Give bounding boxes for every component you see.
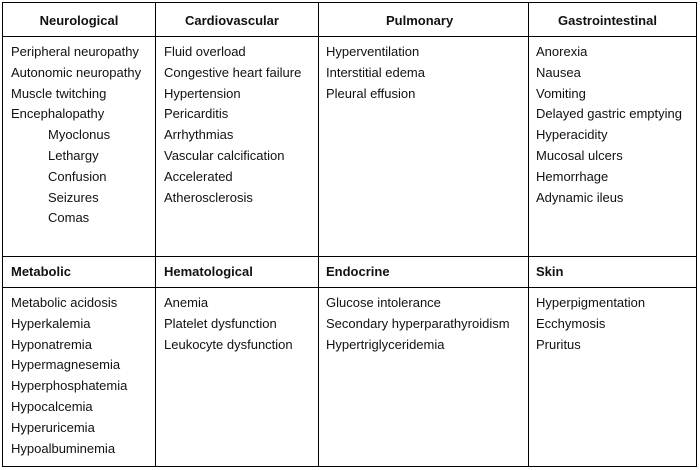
list-cardiovascular [164, 42, 301, 208]
list-item: Glucose intolerance [326, 295, 441, 310]
list-item: Leukocyte dysfunction [164, 336, 293, 352]
list-item: Fluid overload [164, 44, 246, 59]
list-item: Pleural effusion [326, 85, 416, 101]
list-sub-item: Comas [48, 210, 90, 226]
header-skin: Skin [536, 264, 564, 279]
list-item: Pruritus [536, 336, 581, 352]
list-item: Secondary hyperparathyroidism [326, 315, 510, 331]
list-item: Hypertension [164, 85, 241, 101]
list-item: Hyperpigmentation [536, 295, 646, 310]
list-item: Interstitial edema [326, 64, 425, 80]
header-hematological: Hematological [164, 264, 253, 279]
list-item: Vomiting [536, 85, 586, 101]
header-pulmonary: Pulmonary [386, 13, 454, 28]
list-hematological [164, 293, 293, 355]
list-metabolic [11, 293, 127, 459]
header-gastrointestinal: Gastrointestinal [558, 13, 657, 28]
list-item: Hyperphosphatemia [11, 378, 128, 394]
list-sub-item: Myoclonus [48, 127, 111, 143]
list-item: Hypertriglyceridemia [326, 336, 445, 352]
list-item: Accelerated [164, 168, 233, 184]
list-item: Hemorrhage [536, 168, 609, 184]
list-item: Hyperacidity [536, 127, 608, 143]
list-item: Hyperuricemia [11, 419, 95, 435]
header-neurological: Neurological [39, 13, 119, 28]
list-item: Nausea [536, 64, 581, 80]
list-item: Atherosclerosis [164, 189, 253, 205]
list-item: Mucosal ulcers [536, 147, 623, 163]
list-item: Muscle twitching [11, 85, 107, 101]
column-divider [528, 3, 529, 466]
list-item: Hypocalcemia [11, 398, 93, 414]
list-sub-item: Seizures [48, 189, 99, 205]
list-item: Pericarditis [164, 106, 229, 122]
list-item: Vascular calcification [164, 147, 285, 163]
list-item: Metabolic acidosis [11, 295, 118, 310]
organ-systems-table [2, 2, 697, 467]
row-divider [3, 256, 696, 257]
list-item: Congestive heart failure [164, 64, 302, 80]
list-item: Anorexia [536, 44, 588, 59]
list-item: Anemia [164, 295, 209, 310]
list-item: Ecchymosis [536, 315, 606, 331]
list-pulmonary [326, 42, 425, 104]
list-item: Hyperkalemia [11, 315, 91, 331]
list-item: Hypermagnesemia [11, 357, 121, 373]
list-item: Arrhythmias [164, 127, 234, 143]
list-item: Platelet dysfunction [164, 315, 277, 331]
list-endocrine [326, 293, 510, 355]
row-divider [3, 36, 696, 37]
list-item: Delayed gastric emptying [536, 106, 682, 122]
header-cardiovascular: Cardiovascular [185, 13, 279, 28]
list-item: Autonomic neuropathy [11, 64, 142, 80]
list-neurological [11, 42, 141, 229]
column-divider [318, 3, 319, 466]
list-item: Hyponatremia [11, 336, 92, 352]
header-metabolic: Metabolic [11, 264, 71, 279]
column-divider [155, 3, 156, 466]
list-item: Hyperventilation [326, 44, 420, 59]
list-sub-item: Confusion [48, 168, 107, 184]
header-endocrine: Endocrine [326, 264, 390, 279]
list-item: Encephalopathy [11, 106, 105, 122]
list-gastrointestinal [536, 42, 682, 208]
list-item: Peripheral neuropathy [11, 44, 139, 59]
list-skin [536, 293, 645, 355]
list-item: Adynamic ileus [536, 189, 624, 205]
list-item: Hypoalbuminemia [11, 440, 116, 456]
list-sub-item: Lethargy [48, 147, 99, 163]
row-divider [3, 287, 696, 288]
